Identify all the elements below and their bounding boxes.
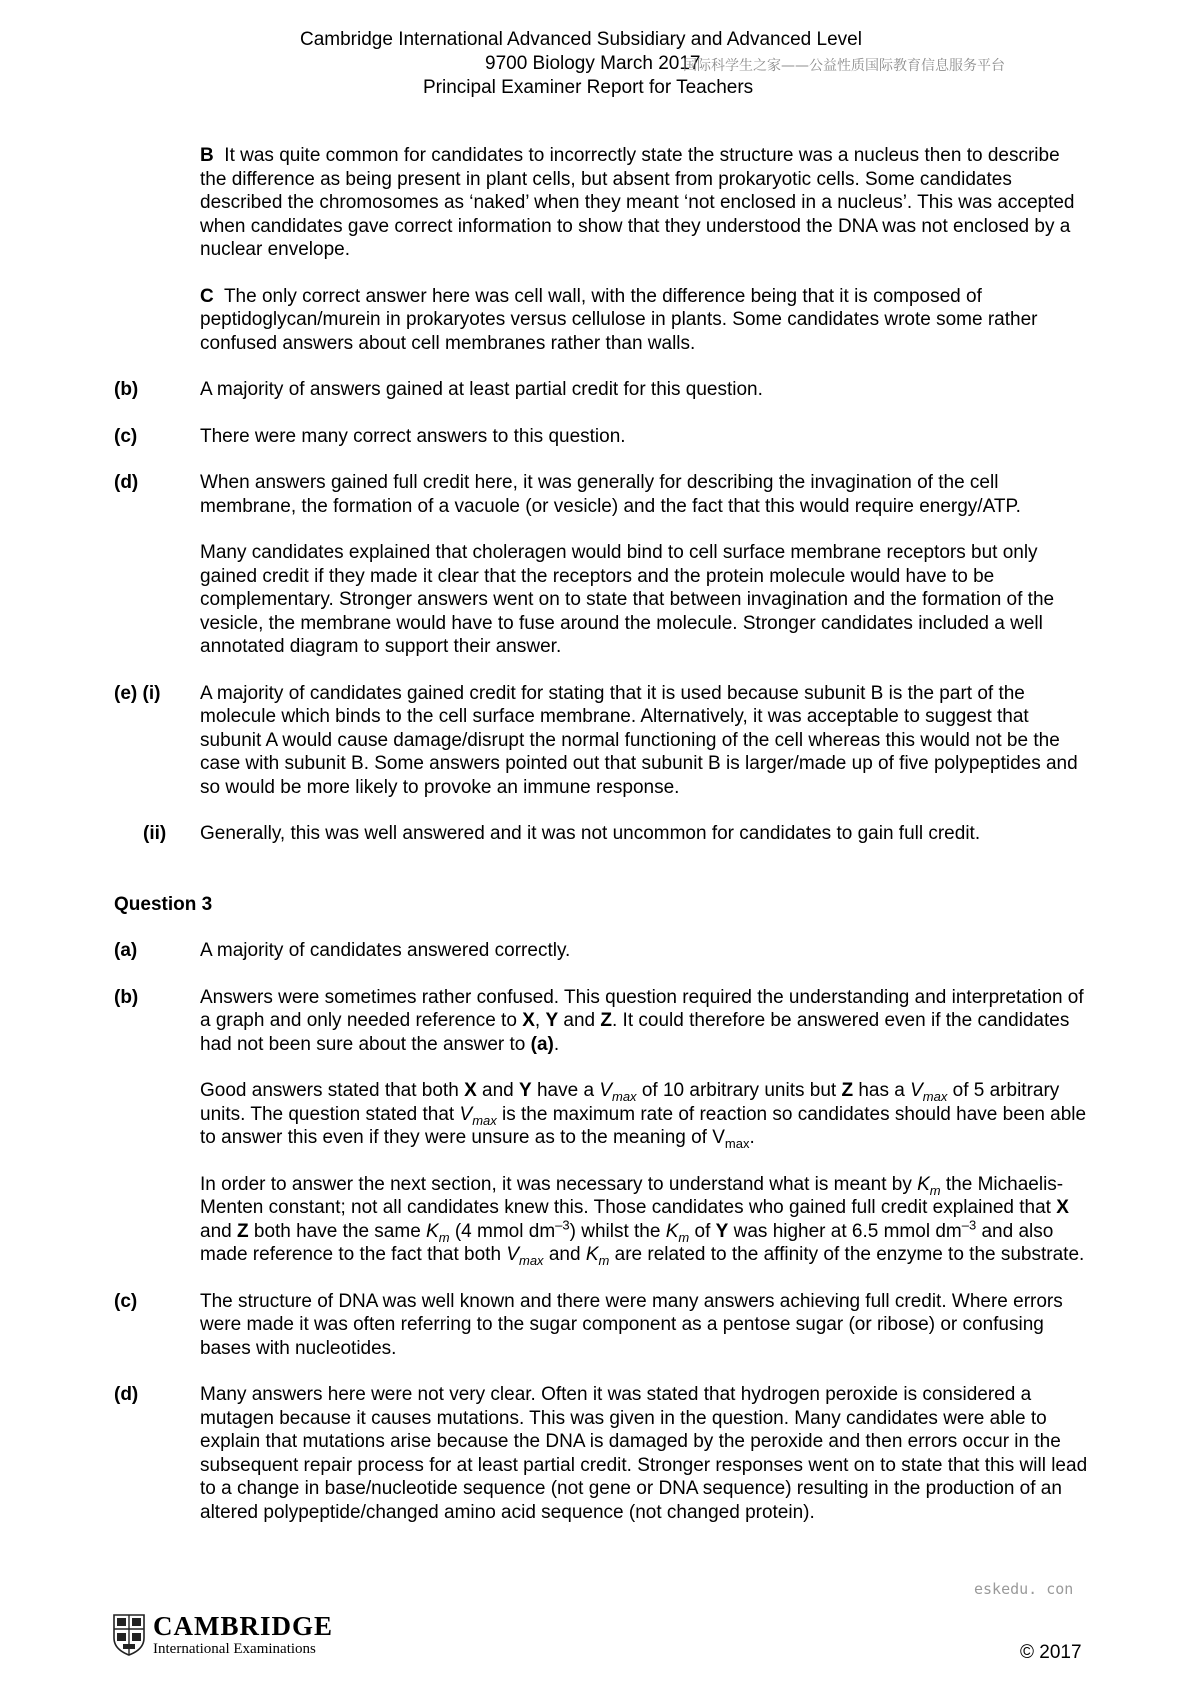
q2-b: [114, 378, 1089, 402]
item-label: (d): [114, 1384, 139, 1405]
item-label: (b): [114, 379, 139, 400]
item-text: Generally, this was well answered and it was not uncommon for candidates to gain full credit.: [200, 823, 981, 844]
q2-a-B: [114, 144, 1089, 355]
q3-c: [114, 1290, 1089, 1361]
item-text: A majority of candidates answered correctly.: [200, 940, 571, 961]
item-text: There were many correct answers to this question.: [200, 425, 626, 447]
item-label: (b): [114, 986, 139, 1008]
item-text: A majority of candidates gained credit for stating that it is used because subunit B is the part of the molecule which binds to the cell surface membrane. Alternatively, it was acceptable to suggest that subunit A would cause damage/disrupt the normal functioning of the cell whereas this would not be the case with subunit B. Some answers pointed out that subunit B is larger/made up of five polypeptides and so would be more likely to provoke an immune response.: [200, 682, 1078, 798]
item-text: The structure of DNA was well known and there were many answers achieving full credit. Where errors were made it was often referring to the sugar component as a pentose sugar (or ribose) or confusing bases with nucleotides.: [200, 1290, 1063, 1359]
q3-a: [114, 939, 1089, 963]
q3-b-paragraph-1: Answers were sometimes rather confused. This question required the understanding and interpretation of a graph and only needed reference to X, Y and Z. It could therefore be answered even if the candidates had not been sure about the answer to (a).: [200, 986, 1084, 1055]
item-text: The only correct answer here was cell wall, with the difference being that it is composed of peptidoglycan/murein in prokaryotes versus cellulose in plants. Some candidates wrote some rather confused answers about cell membranes rather than walls.: [200, 285, 1038, 354]
item-label: (a): [114, 940, 138, 961]
q2-d: [114, 471, 1089, 659]
cambridge-logo: [113, 1612, 333, 1658]
item-label: C: [200, 285, 214, 307]
header-line-3: Principal Examiner Report for Teachers: [423, 77, 754, 98]
item-text: A majority of answers gained at least partial credit for this question.: [200, 379, 763, 400]
q2-c: [114, 425, 1089, 449]
watermark-url: eskedu. con: [974, 1580, 1074, 1598]
item-text: It was quite common for candidates to incorrectly state the structure was a nucleus then to describe the difference as being present in plant cells, but absent from prokaryotic cells. Some candidates described the chromosomes as ‘naked’ when they meant ‘not enclosed in a nucleus’. This was accepted when candidates gave correct information to show that they understood the DNA was not enclosed by a nuclear envelope.: [200, 145, 1075, 260]
header-line-2: 9700 Biology March 2017: [485, 53, 701, 74]
logo-wordmark: CAMBRIDGE: [153, 1611, 334, 1641]
q2-e-ii: [114, 822, 1089, 846]
q2-e-i: [114, 682, 1089, 800]
item-label: (d): [114, 472, 139, 493]
item-label: (c): [114, 425, 138, 447]
header-line-1: Cambridge International Advanced Subsidiary and Advanced Level: [300, 29, 862, 50]
q3-b-paragraph-2: Good answers stated that both X and Y have a $V_{max}$ of 10 arbitrary units but Z has a $V_{max}$ of 5 arbitrary units. The question stated that $V_{max}$ is the maximum rate of reaction so candidates should have been able to answer this even if they were unsure as to the meaning of $V_{max}$.: [200, 1080, 1087, 1151]
copyright: © 2017: [1020, 1642, 1082, 1663]
item-text: When answers gained full credit here, it was generally for describing the invagination of the cell membrane, the formation of a vacuole (or vesicle) and the fact that this would require energy/ATP.: [200, 472, 1021, 517]
q3-d: [114, 1383, 1089, 1524]
item-label: B: [200, 145, 214, 166]
crest-icon: [113, 1614, 145, 1656]
item-label: (ii): [143, 823, 167, 844]
item-text: Many answers here were not very clear. Often it was stated that hydrogen peroxide is considered a mutagen because it causes mutations. This was given in the question. Many candidates were able to explain that mutations arise because the DNA is damaged by the peroxide and then errors occur in the subsequent repair process for at least partial credit. Stronger responses went on to state that this will lead to a change in base/nucleotide sequence (not gene or DNA sequence) resulting in the production of an altered polypeptide/changed amino acid sequence (not changed protein).: [200, 1384, 1088, 1523]
q3-b-paragraph-3: In order to answer the next section, it was necessary to understand what is meant by $K_m$ the Michaelis-Menten constant; not all candidates knew this. Those candidates who gained full credit explained that X and Z both have the same $K_m$ (4 mmol $dm^{-3}$) whilst the $K_m$ of Y was higher at 6.5 mmol $dm^{-3}$ and also made reference to the fact that both $V_{max}$ and $K_m$ are related to the affinity of the enzyme to the substrate.: [200, 1173, 1085, 1268]
item-label: (e) (i): [114, 682, 161, 704]
question-3-heading: Question 3: [114, 893, 213, 915]
watermark-text: 国际科学生之家——公益性质国际教育信息服务平台: [683, 58, 1005, 74]
q3-b: [114, 986, 1089, 1267]
item-label: (c): [114, 1290, 138, 1312]
report-body: [114, 144, 1089, 1547]
logo-subtitle: International Examinations: [153, 1641, 316, 1657]
item-text: Many candidates explained that choleragen would bind to cell surface membrane receptors but only gained credit if they made it clear that the receptors and the protein molecule would have to be complementary. Stronger answers went on to state that between invagination and the formation of the vesicle, the membrane would have to fuse around the molecule. Stronger candidates included a well annotated diagram to support their answer.: [200, 542, 1055, 657]
